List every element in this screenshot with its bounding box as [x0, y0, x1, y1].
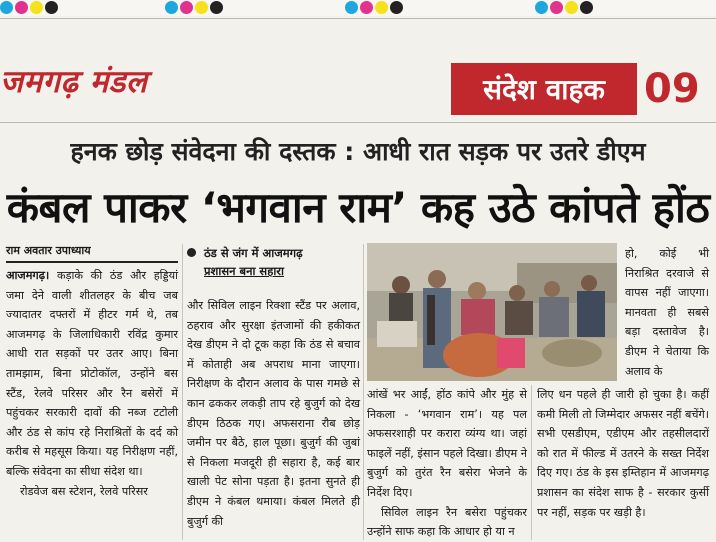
- column-divider: [182, 244, 183, 540]
- kicker-headline: हनक छोड़ संवेदना की दस्तक : आधी रात सड़क पर उतरे डीएम: [70, 137, 646, 166]
- column-1: [6, 266, 178, 501]
- top-rule: [0, 18, 716, 19]
- registration-mark: [535, 1, 593, 14]
- column-4: लिए धन पहले ही जारी हो चुका है। कहीं कमी मिली तो जिम्मेदार अफसर नहीं बचेंगे। सभी एसडीएम, एडीएम और तहसीलदारों को रात में फील्ड में उतरने के सख्त निर्देश दिए गए। ठंड के इस इम्तिहान में आजमगढ़ प्रशासन का संदेश साफ है - सरकार कुर्सी पर नहीं, सड़क पर खड़ी है।: [537, 388, 709, 519]
- photo-illustration: [367, 243, 617, 381]
- column-3-top: हो, कोई भी निराश्रित दरवाजे से वापस नहीं जाएगा। मानवता ही सबसे बड़ा दस्तावेज है। डीएम ने चेताया कि अलाव के: [625, 247, 709, 378]
- brand-name: संदेश वाहक: [483, 73, 605, 106]
- bullet-icon: [187, 248, 196, 257]
- registration-strip: [0, 0, 716, 16]
- subhead-line-2: प्रशासन बना सहारा: [204, 264, 284, 278]
- page-number: 09: [644, 66, 700, 112]
- dateline: आजमगढ़।: [6, 269, 50, 282]
- brand-box: [451, 63, 637, 115]
- column-1-text-2: रोडवेज बस स्टेशन, रेलवे परिसर: [20, 484, 148, 498]
- registration-mark: [165, 1, 223, 14]
- column-3-text: आंखें भर आईं, होंठ कांपे और मुंह से निकला - ‘भगवान राम’। यह पल अफसरशाही पर करारा व्यंग्य था। जहां फाइलें नहीं, इंसान पहले दिखा। डीएम ने बुजुर्ग को तुरंत रैन बसेरा भेजने के निर्देश दिए।: [367, 388, 527, 499]
- column-divider: [363, 244, 364, 540]
- main-headline: कंबल पाकर ‘भगवान राम’ कह उठे कांपते होंठ: [6, 183, 710, 232]
- registration-mark: [345, 1, 403, 14]
- byline: राम अवतार उपाध्याय: [6, 243, 178, 263]
- section-title: जमगढ़ मंडल: [0, 64, 148, 100]
- column-3-text-2: सिविल लाइन रैन बसेरा पहुंचकर उन्होंने साफ कहा कि आधार हो या न: [367, 505, 527, 539]
- column-divider: [531, 385, 532, 540]
- subhead: [187, 244, 360, 280]
- registration-mark: [0, 1, 58, 14]
- subhead-line-1: ठंड से जंग में आजमगढ़: [204, 246, 303, 260]
- masthead-rule: [0, 122, 716, 123]
- column-3: [367, 385, 527, 542]
- column-2: और सिविल लाइन रिक्शा स्टैंड पर अलाव, ठहराव और सुरक्षा इंतजामों की हकीकत देख डीएम ने दो टूक कहा कि ठंड से बचाव में कोताही अब अपराध माना जाएगा। निरीक्षण के दौरान अलाव के पास गमछे से कान ढककर लकड़ी ताप रहे बुजुर्ग को देख डीएम ठिठक गए। अफसराना रौब छोड़ जमीन पर बैठे, हाल पूछा। बुजुर्ग की जुबां से निकला मजदूरी ही सहारा है, कई बार खाली पेट सोना पड़ता है। इतना सुनते ही डीएम ने कंबल थमाया। कंबल मिलते ही बुजुर्ग की: [187, 299, 360, 528]
- column-1-text: कड़ाके की ठंड और हड्डियां जमा देने वाली शीतलहर के बीच जब ज्यादातर दफ्तरों में हीटर गर्म थे, तब आजमगढ़ के जिलाधिकारी रविंद्र कुमार आधी रात सड़कों पर उतर आए। बिना तामझाम, बिना प्रोटोकॉल, उन्होंने बस स्टैंड, रेलवे परिसर और रैन बसेरों में पहुंचकर सरकारी दावों की नब्ज टटोली और ठंड से कांप रहे निराश्रितों के दर्द को करीब से महसूस किया। यह निरीक्षण नहीं, बल्कि संवेदना का सीधा संदेश था।: [6, 269, 178, 478]
- news-photo: [367, 243, 617, 381]
